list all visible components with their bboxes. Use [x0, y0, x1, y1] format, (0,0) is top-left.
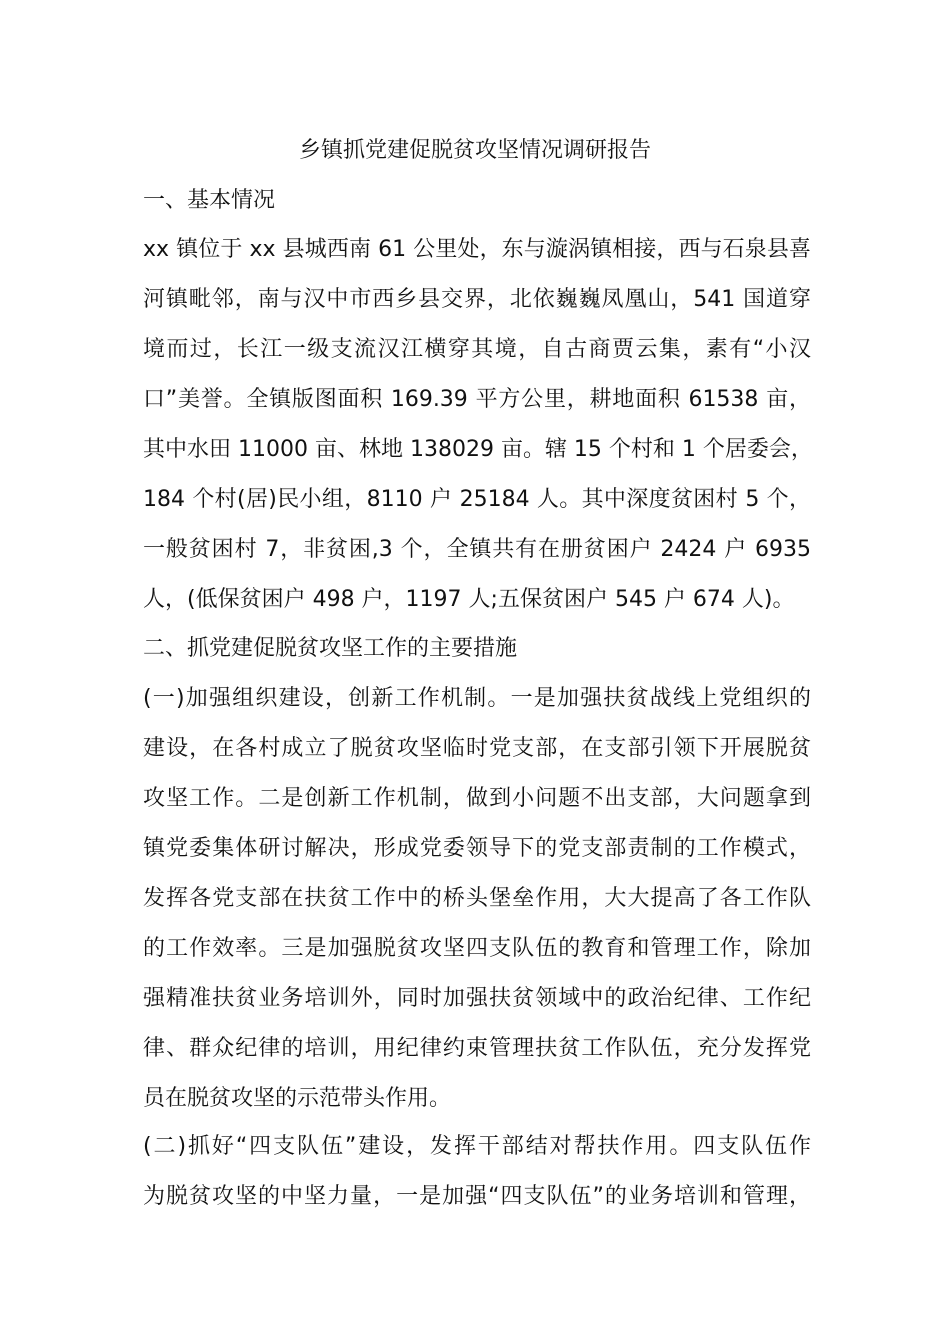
text-line: (一)加强组织建设，创新工作机制。一是加强扶贫战线上党组织的 [143, 686, 811, 711]
text-line: 其中水田 11000 亩、林地 138029 亩。辖 15 个村和 1 个居委会， [143, 437, 813, 462]
document-title: 乡镇抓党建促脱贫攻坚情况调研报告 [298, 138, 651, 163]
section-heading-main-measures: 二、抓党建促脱贫攻坚工作的主要措施 [143, 636, 518, 661]
text-line: 一般贫困村 7，非贫困,3 个，全镇共有在册贫困户 2424 户 6935 [143, 537, 811, 562]
text-line: 镇党委集体研讨解决，形成党委领导下的党支部责制的工作模式， [143, 836, 811, 861]
text-line: 员在脱贫攻坚的示范带头作用。 [143, 1086, 452, 1111]
text-line: 的工作效率。三是加强脱贫攻坚四支队伍的教育和管理工作，除加 [143, 936, 811, 961]
text-line: 人，(低保贫困户 498 户，1197 人;五保贫困户 545 户 674 人)。 [143, 587, 795, 612]
paragraph-basic-situation [143, 225, 811, 625]
text-line: 发挥各党支部在扶贫工作中的桥头堡垒作用，大大提高了各工作队 [143, 886, 811, 911]
text-line: 口”美誉。全镇版图面积 169.39 平方公里，耕地面积 61538 亩， [143, 387, 811, 412]
text-line: 律、群众纪律的培训，用纪律约束管理扶贫工作队伍，充分发挥党 [143, 1036, 811, 1061]
text-line: 强精准扶贫业务培训外，同时加强扶贫领域中的政治纪律、工作纪 [143, 986, 811, 1011]
text-line: 184 个村(居)民小组，8110 户 25184 人。其中深度贫困村 5 个， [143, 487, 811, 512]
text-line: (二)抓好“四支队伍”建设，发挥干部结对帮扶作用。四支队伍作 [143, 1134, 811, 1159]
text-line: 为脱贫攻坚的中坚力量，一是加强“四支队伍”的业务培训和管理， [143, 1184, 811, 1209]
text-line: 建设，在各村成立了脱贫攻坚临时党支部，在支部引领下开展脱贫 [143, 736, 811, 761]
section-heading-basic-situation: 一、基本情况 [143, 188, 276, 213]
text-line: xx 镇位于 xx 县城西南 61 公里处，东与漩涡镇相接，西与石泉县喜 [143, 237, 811, 262]
text-line: 河镇毗邻，南与汉中市西乡县交界，北依巍巍凤凰山，541 国道穿 [143, 287, 811, 312]
paragraph-four-teams [143, 1122, 811, 1222]
paragraph-organization-building [143, 674, 811, 1124]
text-line: 境而过，长江一级支流汉江横穿其境，自古商贾云集，素有“小汉 [143, 337, 811, 362]
text-line: 攻坚工作。二是创新工作机制，做到小问题不出支部，大问题拿到 [143, 786, 811, 811]
